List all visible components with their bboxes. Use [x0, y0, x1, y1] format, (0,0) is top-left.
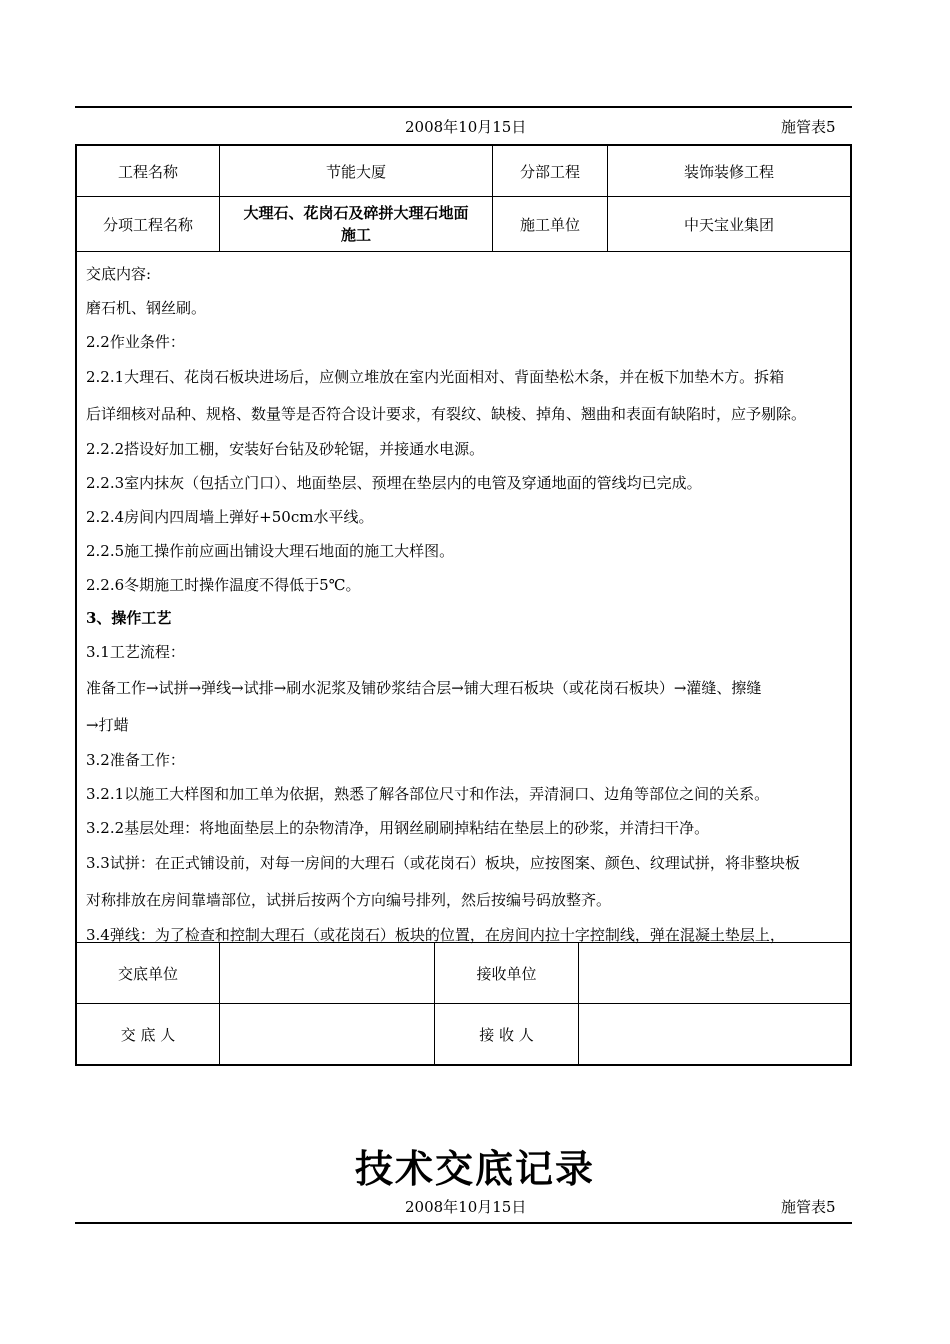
header-date: 2008年10月15日: [405, 118, 527, 136]
content-line: 2.2.4房间内四周墙上弹好+50cm水平线。: [86, 507, 374, 526]
next-header-date: 2008年10月15日: [405, 1198, 527, 1216]
content-heading: 3、操作工艺: [86, 609, 172, 628]
content-line: 准备工作→试拼→弹线→试排→刷水泥浆及铺砂浆结合层→铺大理石板块（或花岗石板块）→灌缝、擦缝: [86, 678, 762, 697]
division-value: 装饰装修工程: [683, 162, 774, 181]
issuer-unit-field[interactable]: [220, 943, 435, 1003]
content-line: 后详细核对品种、规格、数量等是否符合设计要求，有裂纹、缺棱、掉角、翘曲和表面有缺陷时，应予剔除。: [86, 405, 807, 424]
content-line: →打蜡: [86, 715, 129, 734]
content-line: 2.2.5施工操作前应画出铺设大理石地面的施工大样图。: [86, 541, 455, 560]
content-line: 磨石机、钢丝刷。: [86, 298, 207, 317]
content-line: 3.1工艺流程：: [86, 643, 185, 662]
subitem-row: [77, 197, 850, 252]
disclosure-content: [77, 252, 850, 943]
content-line: 3.2.2基层处理：将地面垫层上的杂物清净，用钢丝刷刷掉粘结在垫层上的砂浆，并清扫干净。: [86, 818, 710, 837]
issuer-label: 交 底 人: [77, 1004, 220, 1064]
subitem-label: 分项工程名称: [77, 197, 220, 251]
content-line: 2.2.6冬期施工时操作温度不得低于5℃。: [86, 575, 361, 594]
content-line: 2.2作业条件：: [86, 332, 185, 351]
unit-signoff-row: [77, 943, 850, 1004]
division-label: 分部工程: [493, 146, 608, 196]
content-line: 3.3试拼：在正式铺设前，对每一房间的大理石（或花岗石）板块，应按图案、颜色、纹理试拼，将非整块板: [86, 854, 800, 873]
content-line: 对称排放在房间靠墙部位，试拼后按两个方向编号排列，然后按编号码放整齐。: [86, 891, 612, 910]
receiver-unit-field[interactable]: [579, 943, 850, 1003]
project-row: [77, 146, 850, 197]
issuer-field[interactable]: [220, 1004, 435, 1064]
unit-value: 中天宝业集团: [683, 215, 774, 234]
top-rule: [75, 106, 852, 108]
project-value: 节能大厦: [220, 146, 493, 196]
issuer-unit-label: 交底单位: [77, 943, 220, 1003]
receiver-label: 接 收 人: [435, 1004, 579, 1064]
next-header-form-number: 施管表5: [781, 1198, 836, 1216]
content-line: 交底内容:: [86, 265, 152, 283]
content-line: 2.2.3室内抹灰（包括立门口）、地面垫层、预埋在垫层内的电管及穿通地面的管线均已完成。: [86, 474, 702, 493]
header-form-number: 施管表5: [781, 118, 836, 136]
receiver-unit-label: 接收单位: [435, 943, 579, 1003]
project-label: 工程名称: [77, 146, 220, 196]
receiver-field[interactable]: [579, 1004, 850, 1064]
bottom-rule: [75, 1222, 852, 1224]
content-line: 3.2准备工作：: [86, 750, 185, 769]
content-line: 3.2.1以施工大样图和加工单为依据，熟悉了解各部位尺寸和作法，弄清洞口、边角等部位之间的关系。: [86, 784, 770, 803]
document-title: 技术交底记录: [354, 1146, 595, 1191]
subitem-value: 大理石、花岗石及碎拼大理石地面施工: [220, 197, 493, 251]
person-signoff-row: [77, 1004, 850, 1064]
content-line: 2.2.2搭设好加工棚，安装好台钻及砂轮锯，并接通水电源。: [86, 440, 485, 459]
unit-label: 施工单位: [493, 197, 608, 251]
content-line: 2.2.1大理石、花岗石板块进场后，应侧立堆放在室内光面相对、背面垫松木条，并在板下加垫木方。拆箱: [86, 368, 785, 387]
content-line: 3.4弹线：为了检查和控制大理石（或花岗石）板块的位置，在房间内拉十字控制线，弹在混凝土垫层上，: [86, 926, 785, 945]
disclosure-table: [75, 144, 852, 1066]
